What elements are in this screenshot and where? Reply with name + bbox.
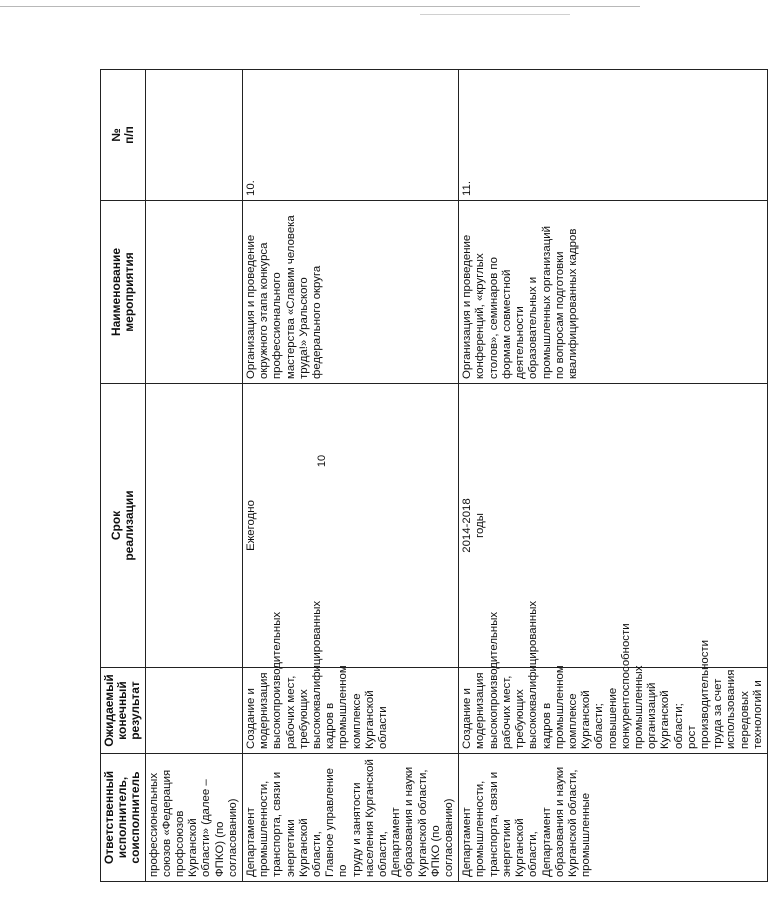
cell-num: 11. xyxy=(459,70,768,201)
cell-executor: профессиональных союзов «Федерация профсоюзов Курганской области» (далее – ФПКО) (по согласованию) xyxy=(145,754,242,882)
rotated-table-container xyxy=(100,70,764,882)
cell-num xyxy=(145,70,242,201)
cell-name xyxy=(145,201,242,384)
scan-edge-mark xyxy=(420,14,570,15)
table-row xyxy=(243,70,459,882)
measures-table xyxy=(100,69,768,882)
table-row xyxy=(145,70,242,882)
cell-term: Ежегодно xyxy=(243,384,459,668)
cell-executor: Департамент промышленности, транспорта, связи и энергетики Курганской области, Главное управление по труду и занятости населения Курганской области, Департамент образования и науки Курганской области, ФПКО (по согласованию) xyxy=(243,754,459,882)
header-term: Срок реализации xyxy=(101,384,146,668)
cell-result: Создание и модернизация высокопроизводительных рабочих мест, требующих высококвалифицированных кадров в промышленном комплексе Курганской области xyxy=(243,668,459,754)
cell-result xyxy=(145,668,242,754)
table-header-row xyxy=(101,70,146,882)
cell-num: 10. xyxy=(243,70,459,201)
cell-name: Организация и проведение окружного этапа конкурса профессионального мастерства «Славим человека труда!» Уральского федерального округа xyxy=(243,201,459,384)
header-result: Ожидаемый конечный результат xyxy=(101,668,146,754)
cell-executor: Департамент промышленности, транспорта, связи и энергетики Курганской области, Департамент образования и науки Курганской области, промышленные xyxy=(459,754,768,882)
header-num: № п/п xyxy=(101,70,146,201)
scan-edge-line xyxy=(0,6,640,7)
header-name: Наименование мероприятия xyxy=(101,201,146,384)
cell-name: Организация и проведение конференций, «круглых столов», семинаров по формам совместной деятельности образовательных и промышленных организаций по вопросам подготовки квалифицированных кадров xyxy=(459,201,768,384)
page-number: 10 xyxy=(316,454,329,468)
cell-term xyxy=(145,384,242,668)
table-row xyxy=(459,70,768,882)
header-executor: Ответственный исполнитель, соисполнитель xyxy=(101,754,146,882)
cell-result: Создание и модернизация высокопроизводительных рабочих мест, требующих высококвалифицированных кадров в промышленном комплексе Курганской области; повышение конкурентоспособности промышленных организаций Курганской области; рост производительности труда за счет использования передовых технологий и xyxy=(459,668,768,754)
cell-term: 2014-2018 годы xyxy=(459,384,768,668)
